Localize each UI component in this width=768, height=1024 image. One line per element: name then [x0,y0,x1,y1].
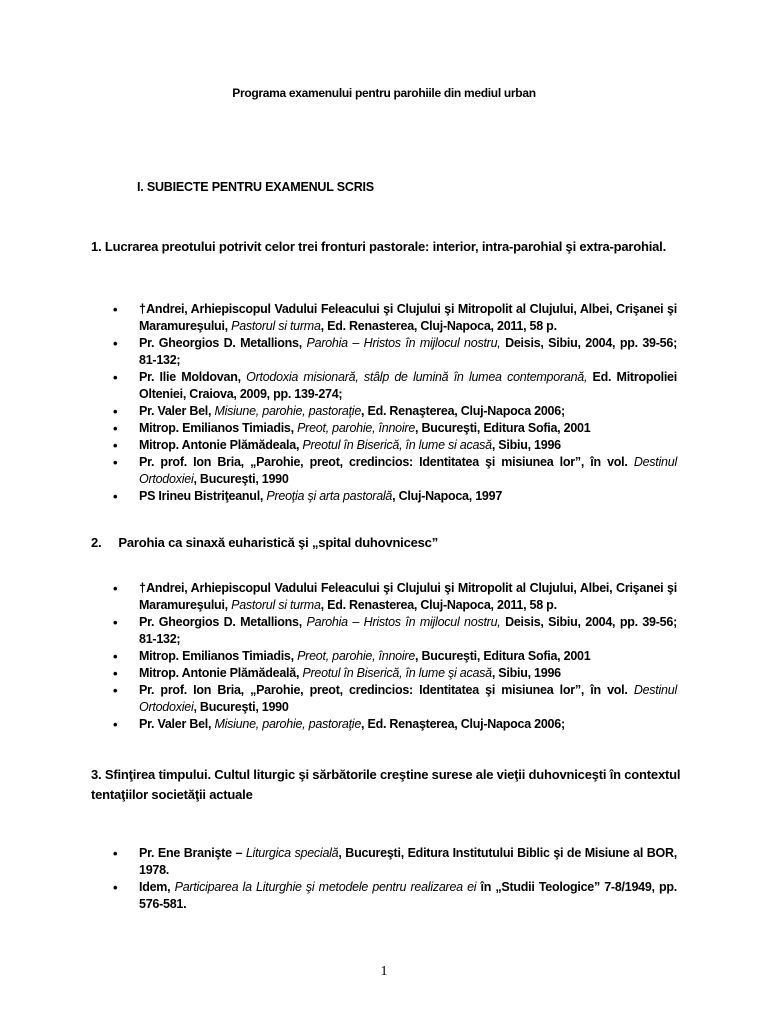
reference-details: , Sibiu, 1996 [491,666,561,680]
reference-item [113,580,677,614]
reference-details: , Ed. Renasterea, Cluj-Napoca, 2011, 58 p. [320,319,557,333]
reference-text: Pr. Ene Branişte – [139,846,246,860]
topic-number: 3. [91,767,102,782]
reference-title: Preoţia şi arta pastorală [266,489,393,503]
reference-item [113,301,677,335]
reference-text: Pr. Gheorgios D. Metallions, [139,615,307,629]
reference-title: Destinul Ortodoxiei [139,683,677,714]
reference-item [113,879,677,913]
reference-details: , Ed. Renaşterea, Cluj-Napoca 2006; [361,717,565,731]
reference-text: PS Irineu Bistriţeanul, [139,489,267,503]
reference-item [113,420,677,437]
topic-2-heading [91,533,691,553]
reference-item [113,454,677,488]
topic-3-references [113,845,677,913]
bullet-icon: • [113,880,118,895]
reference-text: Pr. Valer Bel, [139,717,215,731]
reference-details: , Bucureşti, 1990 [193,472,289,486]
bullet-icon: • [113,421,118,436]
reference-title: Preot, parohie, înnoire [297,421,416,435]
reference-text: †Andrei, Arhiepiscopul Vadului Feleacului şi Clujului şi Mitropolit al Clujului, Albei, Crişanei şi Maramureşului, [139,302,677,333]
reference-item [113,614,677,648]
bullet-icon: • [113,615,118,630]
reference-details: , Bucureşti, 1990 [193,700,289,714]
reference-item [113,716,677,733]
bullet-icon: • [113,404,118,419]
topic-3-heading [91,765,681,805]
reference-text: Mitrop. Antonie Plămădeală, [139,666,303,680]
reference-details: , Bucureşti, Editura Sofia, 2001 [415,421,591,435]
bullet-icon: • [113,489,118,504]
topic-text: Sfinţirea timpului. Cultul liturgic şi sărbătorile creştine surese ale vieţii duhovniceşti în contextul tentaţiilor societăţii actuale [91,767,681,802]
reference-item [113,403,677,420]
topic-2-references [113,580,677,733]
reference-details: Ed. Mitropoliei Olteniei, Craiova, 2009, pp. 139-274; [139,370,677,401]
bullet-icon: • [113,336,118,351]
reference-details: în „Studii Teologice” 7-8/1949, pp. 576-581. [139,880,677,911]
section-heading: I. SUBIECTE PENTRU EXAMENUL SCRIS [137,180,374,194]
topic-text: Parohia ca sinaxă euharistică şi „spital duhovnicesc” [118,535,439,550]
reference-item [113,648,677,665]
reference-item [113,488,677,505]
bullet-icon: • [113,438,118,453]
reference-text: Idem, [139,880,175,894]
reference-title: Pastorul si turma [231,598,321,612]
topic-1-references [113,301,677,505]
bullet-icon: • [113,683,118,698]
topic-number: 1. [91,239,102,254]
reference-title: Destinul Ortodoxiei [139,455,677,486]
reference-title: Preot, parohie, înnoire [297,649,416,663]
reference-title: Preotul în Biserică, în lume si acasă [302,438,492,452]
document-title: Programa examenului pentru parohiile din mediul urban [232,86,536,100]
bullet-icon: • [113,455,118,470]
bullet-icon: • [113,846,118,861]
reference-title: Ortodoxia misionară, stâlp de lumină în lumea contemporană, [246,370,588,384]
topic-1-heading [91,237,691,257]
reference-details: Deisis, Sibiu, 2004, pp. 39-56; 81-132; [139,336,677,367]
reference-text: Mitrop. Antonie Plămădeala, [139,438,303,452]
bullet-icon: • [113,581,118,596]
reference-item [113,437,677,454]
reference-details: , Sibiu, 1996 [491,438,561,452]
reference-title: Misiune, parohie, pastoraţie [214,717,362,731]
reference-text: Mitrop. Emilianos Timiadis, [139,649,298,663]
reference-title: Misiune, parohie, pastoraţie [214,404,362,418]
reference-details: , Bucureşti, Editura Sofia, 2001 [415,649,591,663]
reference-title: Participarea la Liturghie şi metodele pentru realizarea ei [174,880,477,894]
bullet-icon: • [113,649,118,664]
reference-text: Mitrop. Emilianos Timiadis, [139,421,298,435]
reference-text: Pr. Valer Bel, [139,404,215,418]
bullet-icon: • [113,370,118,385]
reference-item [113,845,677,879]
reference-text: Pr. Gheorgios D. Metallions, [139,336,307,350]
reference-details: , Cluj-Napoca, 1997 [392,489,503,503]
reference-item [113,369,677,403]
reference-details: , Ed. Renaşterea, Cluj-Napoca 2006; [361,404,565,418]
reference-text: Pr. Ilie Moldovan, [139,370,247,384]
topic-text: Lucrarea preotului potrivit celor trei fronturi pastorale: interior, intra-parohial şi extra-parohial. [104,239,666,254]
reference-title: Liturgica specială [245,846,339,860]
reference-title: Pastorul si turma [231,319,321,333]
reference-title: Preotul în Biserică, în lume şi acasă [302,666,492,680]
reference-details: , Ed. Renasterea, Cluj-Napoca, 2011, 58 p. [320,598,557,612]
bullet-icon: • [113,717,118,732]
reference-title: Parohia – Hristos în mijlocul nostru, [306,615,501,629]
reference-details: Deisis, Sibiu, 2004, pp. 39-56; 81-132; [139,615,677,646]
reference-item [113,335,677,369]
reference-details: , Bucureşti, Editura Institutului Biblic şi de Misiune al BOR, 1978. [139,846,678,877]
bullet-icon: • [113,666,118,681]
reference-text: Pr. prof. Ion Bria, „Parohie, preot, credincios: Identitatea şi misiunea lor”, în vol. [139,455,634,469]
bullet-icon: • [113,302,118,317]
reference-item [113,682,677,716]
reference-title: Parohia – Hristos în mijlocul nostru, [306,336,501,350]
reference-text: Pr. prof. Ion Bria, „Parohie, preot, credincios: Identitatea şi misiunea lor”, în vol. [139,683,634,697]
page-number: 1 [380,964,388,979]
reference-item [113,665,677,682]
reference-text: †Andrei, Arhiepiscopul Vadului Feleacului şi Clujului şi Mitropolit al Clujului, Albei, Crişanei şi Maramureşului, [139,581,677,612]
topic-number: 2. [91,535,102,550]
